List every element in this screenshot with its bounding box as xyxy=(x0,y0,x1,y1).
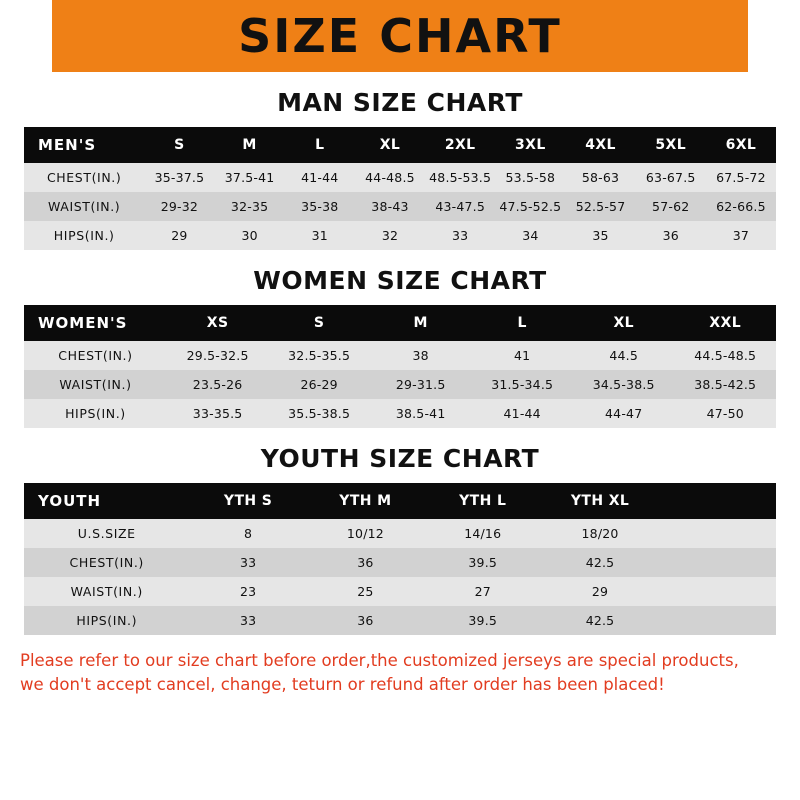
cell: 18/20 xyxy=(541,519,658,548)
table-women-size xyxy=(24,305,776,428)
cell: 26-29 xyxy=(268,370,370,399)
cell: 38.5-41 xyxy=(370,399,472,428)
cell: 52.5-57 xyxy=(565,192,635,221)
cell: 44-48.5 xyxy=(355,163,425,192)
row-label: U.S.SIZE xyxy=(24,519,189,548)
table-row xyxy=(24,370,776,399)
cell: 37 xyxy=(706,221,776,250)
cell: 53.5-58 xyxy=(495,163,565,192)
table-header-row xyxy=(24,483,776,519)
cell xyxy=(659,548,776,577)
table-row xyxy=(24,192,776,221)
table-row xyxy=(24,399,776,428)
col-header-womens: WOMEN'S xyxy=(24,305,167,341)
cell xyxy=(659,606,776,635)
cell: 47-50 xyxy=(674,399,776,428)
cell: 30 xyxy=(215,221,285,250)
col-header-blank xyxy=(659,483,776,519)
cell: 33 xyxy=(425,221,495,250)
table-row xyxy=(24,606,776,635)
col-header-xxl: XXL xyxy=(674,305,776,341)
col-header-yth-l: YTH L xyxy=(424,483,541,519)
table-row xyxy=(24,221,776,250)
cell: 63-67.5 xyxy=(636,163,706,192)
table-header-row xyxy=(24,127,776,163)
col-header-5xl: 5XL xyxy=(636,127,706,163)
row-label: WAIST(IN.) xyxy=(24,192,144,221)
banner-notch-right xyxy=(748,0,800,72)
section-title-women: WOMEN SIZE CHART xyxy=(253,266,547,295)
cell: 37.5-41 xyxy=(215,163,285,192)
col-header-xl: XL xyxy=(355,127,425,163)
cell: 36 xyxy=(307,548,424,577)
cell: 10/12 xyxy=(307,519,424,548)
cell xyxy=(659,577,776,606)
cell: 32 xyxy=(355,221,425,250)
cell: 41-44 xyxy=(285,163,355,192)
cell: 32-35 xyxy=(215,192,285,221)
cell: 42.5 xyxy=(541,548,658,577)
col-header-m: M xyxy=(215,127,285,163)
cell: 35.5-38.5 xyxy=(268,399,370,428)
cell: 44-47 xyxy=(573,399,675,428)
row-label: CHEST(IN.) xyxy=(24,548,189,577)
cell: 29-32 xyxy=(144,192,214,221)
cell xyxy=(659,519,776,548)
table-row xyxy=(24,163,776,192)
cell: 23 xyxy=(189,577,306,606)
section-man xyxy=(0,88,800,250)
cell: 44.5-48.5 xyxy=(674,341,776,370)
footer-note-line-2: we don't accept cancel, change, teturn or refund after order has been placed! xyxy=(20,674,665,694)
cell: 33-35.5 xyxy=(167,399,269,428)
col-header-xl: XL xyxy=(573,305,675,341)
cell: 25 xyxy=(307,577,424,606)
row-label: HIPS(IN.) xyxy=(24,221,144,250)
cell: 33 xyxy=(189,548,306,577)
col-header-s: S xyxy=(144,127,214,163)
col-header-6xl: 6XL xyxy=(706,127,776,163)
col-header-yth-m: YTH M xyxy=(307,483,424,519)
row-label: HIPS(IN.) xyxy=(24,399,167,428)
cell: 39.5 xyxy=(424,606,541,635)
cell: 34 xyxy=(495,221,565,250)
table-row xyxy=(24,341,776,370)
cell: 41 xyxy=(471,341,573,370)
cell: 29 xyxy=(541,577,658,606)
cell: 33 xyxy=(189,606,306,635)
cell: 35-38 xyxy=(285,192,355,221)
table-row xyxy=(24,548,776,577)
cell: 41-44 xyxy=(471,399,573,428)
section-women xyxy=(0,266,800,428)
cell: 31 xyxy=(285,221,355,250)
table-man-size xyxy=(24,127,776,250)
cell: 58-63 xyxy=(565,163,635,192)
footer-note-line-1: Please refer to our size chart before order,the customized jerseys are special products, xyxy=(20,651,739,670)
row-label: CHEST(IN.) xyxy=(24,341,167,370)
col-header-3xl: 3XL xyxy=(495,127,565,163)
cell: 57-62 xyxy=(636,192,706,221)
section-title-man: MAN SIZE CHART xyxy=(277,88,523,117)
col-header-s: S xyxy=(268,305,370,341)
cell: 67.5-72 xyxy=(706,163,776,192)
cell: 32.5-35.5 xyxy=(268,341,370,370)
header-banner xyxy=(0,0,800,72)
table-youth-size xyxy=(24,483,776,635)
col-header-m: M xyxy=(370,305,472,341)
cell: 36 xyxy=(636,221,706,250)
cell: 27 xyxy=(424,577,541,606)
row-label: HIPS(IN.) xyxy=(24,606,189,635)
page-title: SIZE CHART xyxy=(238,9,562,63)
col-header-mens: MEN'S xyxy=(24,127,144,163)
section-youth xyxy=(0,444,800,635)
cell: 62-66.5 xyxy=(706,192,776,221)
cell: 29-31.5 xyxy=(370,370,472,399)
col-header-yth-s: YTH S xyxy=(189,483,306,519)
cell: 29.5-32.5 xyxy=(167,341,269,370)
cell: 23.5-26 xyxy=(167,370,269,399)
table-row xyxy=(24,519,776,548)
col-header-2xl: 2XL xyxy=(425,127,495,163)
col-header-youth: YOUTH xyxy=(24,483,189,519)
cell: 35-37.5 xyxy=(144,163,214,192)
cell: 47.5-52.5 xyxy=(495,192,565,221)
cell: 39.5 xyxy=(424,548,541,577)
row-label: CHEST(IN.) xyxy=(24,163,144,192)
cell: 44.5 xyxy=(573,341,675,370)
col-header-xs: XS xyxy=(167,305,269,341)
cell: 35 xyxy=(565,221,635,250)
col-header-l: L xyxy=(471,305,573,341)
table-row xyxy=(24,577,776,606)
cell: 43-47.5 xyxy=(425,192,495,221)
row-label: WAIST(IN.) xyxy=(24,370,167,399)
cell: 34.5-38.5 xyxy=(573,370,675,399)
cell: 29 xyxy=(144,221,214,250)
cell: 36 xyxy=(307,606,424,635)
cell: 38-43 xyxy=(355,192,425,221)
row-label: WAIST(IN.) xyxy=(24,577,189,606)
cell: 38 xyxy=(370,341,472,370)
table-header-row xyxy=(24,305,776,341)
col-header-yth-xl: YTH XL xyxy=(541,483,658,519)
footer-note xyxy=(20,649,780,697)
cell: 31.5-34.5 xyxy=(471,370,573,399)
section-title-youth: YOUTH SIZE CHART xyxy=(260,444,540,473)
cell: 38.5-42.5 xyxy=(674,370,776,399)
cell: 42.5 xyxy=(541,606,658,635)
banner-notch-left xyxy=(0,0,52,72)
col-header-l: L xyxy=(285,127,355,163)
cell: 14/16 xyxy=(424,519,541,548)
col-header-4xl: 4XL xyxy=(565,127,635,163)
cell: 8 xyxy=(189,519,306,548)
cell: 48.5-53.5 xyxy=(425,163,495,192)
